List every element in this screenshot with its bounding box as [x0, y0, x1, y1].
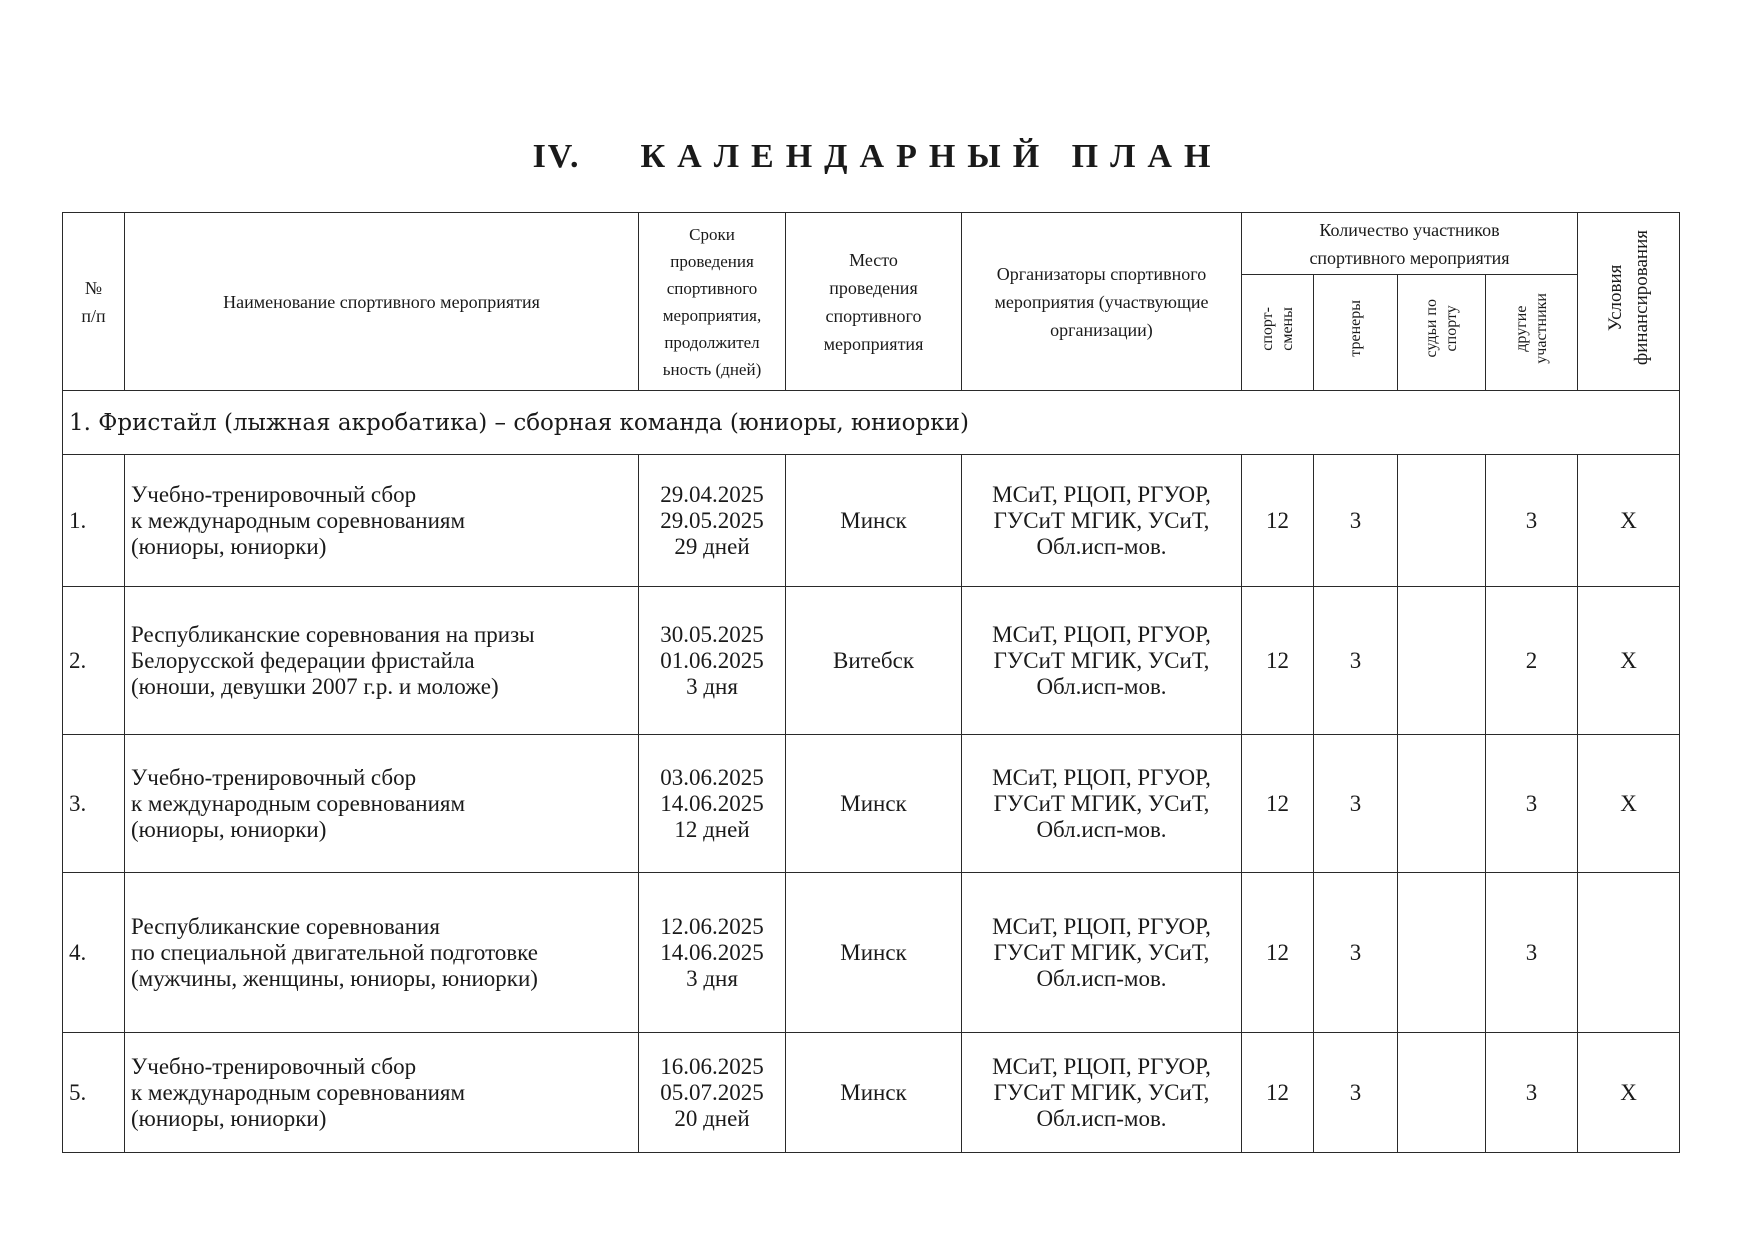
row-financing: Х: [1578, 735, 1680, 873]
header-financing: Условия финансирования: [1604, 229, 1652, 366]
row-dates: 12.06.2025 14.06.2025 3 дня: [639, 873, 786, 1033]
row-num: 2.: [63, 587, 125, 735]
row-dates: 30.05.2025 01.06.2025 3 дня: [639, 587, 786, 735]
header-participants-group: Количество участников спортивного мероприятия: [1242, 213, 1578, 275]
row-num: 1.: [63, 455, 125, 587]
row-others: 3: [1486, 873, 1578, 1033]
row-financing: Х: [1578, 455, 1680, 587]
row-coaches: 3: [1314, 455, 1398, 587]
table-row: [63, 873, 1680, 1033]
row-name: Учебно-тренировочный сбор к международным соревнованиям (юниоры, юниорки): [125, 455, 639, 587]
table-row: [63, 1033, 1680, 1153]
header-place: Место проведения спортивного мероприятия: [786, 213, 962, 391]
header-coaches: тренеры: [1346, 300, 1364, 357]
row-organizers: МСиТ, РЦОП, РГУОР, ГУСиТ МГИК, УСиТ, Обл.исп-мов.: [962, 1033, 1242, 1153]
header-athletes-cell: [1242, 275, 1314, 391]
row-name: Учебно-тренировочный сбор к международным соревнованиям (юниоры, юниорки): [125, 735, 639, 873]
row-others: 3: [1486, 735, 1578, 873]
table-row: [63, 455, 1680, 587]
row-organizers: МСиТ, РЦОП, РГУОР, ГУСиТ МГИК, УСиТ, Обл.исп-мов.: [962, 735, 1242, 873]
calendar-plan-table: [62, 212, 1680, 1153]
header-organizers: Организаторы спортивного мероприятия (участвующие организации): [962, 213, 1242, 391]
header-others: другие участники: [1512, 293, 1550, 364]
row-organizers: МСиТ, РЦОП, РГУОР, ГУСиТ МГИК, УСиТ, Обл.исп-мов.: [962, 873, 1242, 1033]
row-organizers: МСиТ, РЦОП, РГУОР, ГУСиТ МГИК, УСиТ, Обл.исп-мов.: [962, 455, 1242, 587]
header-financing-cell: [1578, 213, 1680, 391]
table-row: [63, 587, 1680, 735]
row-place: Минск: [786, 873, 962, 1033]
row-place: Минск: [786, 455, 962, 587]
row-coaches: 3: [1314, 1033, 1398, 1153]
row-athletes: 12: [1242, 455, 1314, 587]
row-place: Витебск: [786, 587, 962, 735]
section-heading: 1. Фристайл (лыжная акробатика) – сборная команда (юниоры, юниорки): [63, 391, 1680, 455]
row-dates: 03.06.2025 14.06.2025 12 дней: [639, 735, 786, 873]
row-dates: 16.06.2025 05.07.2025 20 дней: [639, 1033, 786, 1153]
header-coaches-cell: [1314, 275, 1398, 391]
header-judges-cell: [1398, 275, 1486, 391]
row-name: Учебно-тренировочный сбор к международным соревнованиям (юниоры, юниорки): [125, 1033, 639, 1153]
row-financing: [1578, 873, 1680, 1033]
row-coaches: 3: [1314, 873, 1398, 1033]
row-athletes: 12: [1242, 735, 1314, 873]
header-name: Наименование спортивного мероприятия: [125, 213, 639, 391]
title-roman-numeral: IV.: [532, 138, 581, 175]
row-athletes: 12: [1242, 587, 1314, 735]
row-coaches: 3: [1314, 735, 1398, 873]
row-judges: [1398, 455, 1486, 587]
row-others: 3: [1486, 455, 1578, 587]
header-dates: Сроки проведения спортивного мероприятия, продолжител ьность (дней): [639, 213, 786, 391]
title-text: КАЛЕНДАРНЫЙ ПЛАН: [640, 138, 1223, 175]
row-others: 3: [1486, 1033, 1578, 1153]
row-judges: [1398, 587, 1486, 735]
row-judges: [1398, 1033, 1486, 1153]
row-financing: Х: [1578, 587, 1680, 735]
row-judges: [1398, 873, 1486, 1033]
row-place: Минск: [786, 1033, 962, 1153]
header-judges: судьи по спорту: [1422, 299, 1460, 358]
page-title: [0, 138, 1755, 176]
row-coaches: 3: [1314, 587, 1398, 735]
table-row: [63, 735, 1680, 873]
row-athletes: 12: [1242, 873, 1314, 1033]
row-place: Минск: [786, 735, 962, 873]
row-judges: [1398, 735, 1486, 873]
header-others-cell: [1486, 275, 1578, 391]
row-financing: Х: [1578, 1033, 1680, 1153]
row-num: 5.: [63, 1033, 125, 1153]
row-num: 3.: [63, 735, 125, 873]
row-organizers: МСиТ, РЦОП, РГУОР, ГУСиТ МГИК, УСиТ, Обл.исп-мов.: [962, 587, 1242, 735]
row-name: Республиканские соревнования на призы Белорусской федерации фристайла (юноши, девушки 2007 г.р. и моложе): [125, 587, 639, 735]
row-num: 4.: [63, 873, 125, 1033]
row-athletes: 12: [1242, 1033, 1314, 1153]
header-athletes: спорт- смены: [1258, 306, 1296, 351]
row-dates: 29.04.2025 29.05.2025 29 дней: [639, 455, 786, 587]
row-others: 2: [1486, 587, 1578, 735]
header-num: № п/п: [63, 213, 125, 391]
row-name: Республиканские соревнования по специальной двигательной подготовке (мужчины, женщины, юниоры, юниорки): [125, 873, 639, 1033]
